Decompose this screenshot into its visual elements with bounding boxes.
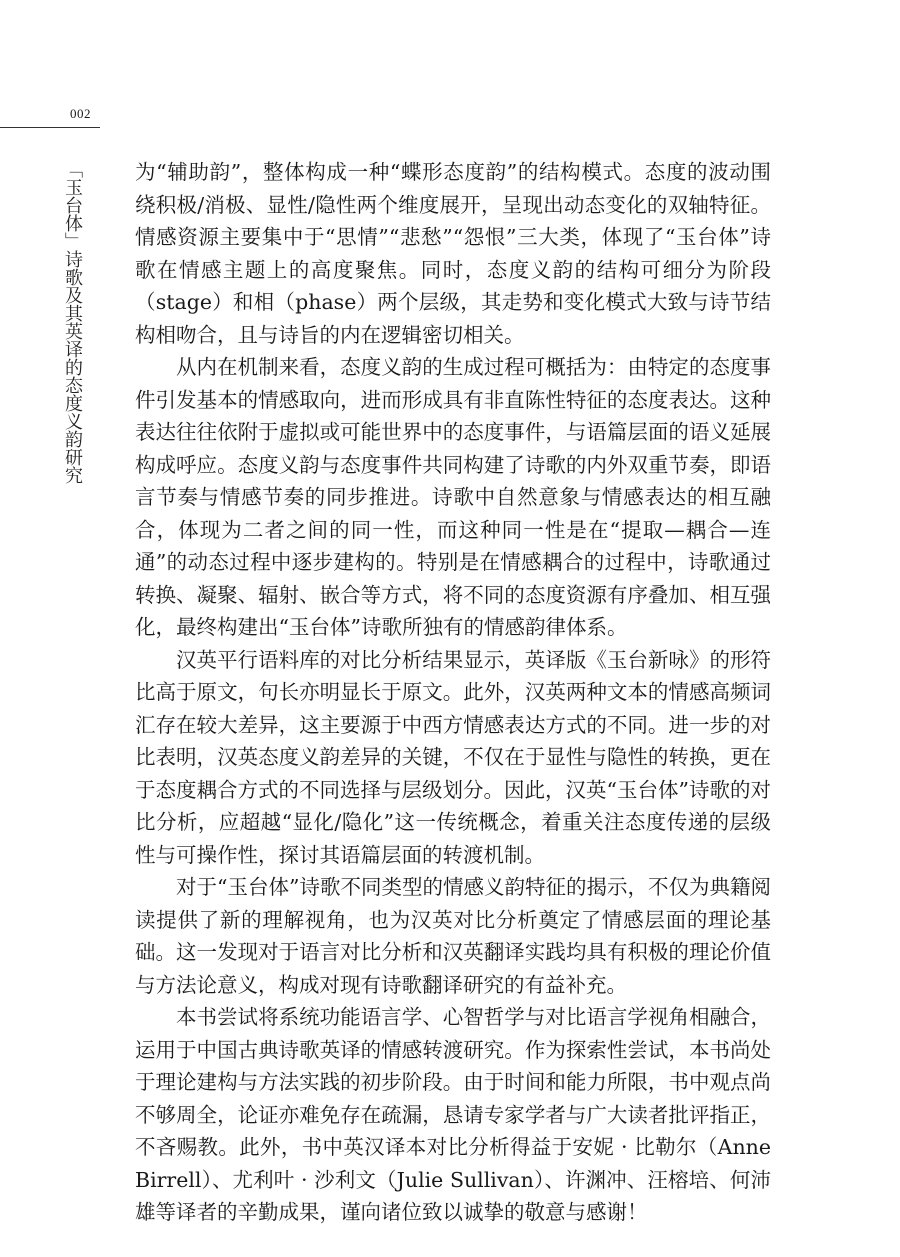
paragraph-4: 对于“玉台体”诗歌不同类型的情感义韵特征的揭示，不仅为典籍阅读提供了新的理解视角，也为汉英对比分析奠定了情感层面的理论基础。这一发现对于语言对比分析和汉英翻译实践均具有积极的理论价值与方法论意义，构成对现有诗歌翻译研究的有益补充。 — [135, 875, 771, 997]
paragraph-2: 从内在机制来看，态度义韵的生成过程可概括为：由特定的态度事件引发基本的情感取向，进而形成具有非直陈性特征的态度表达。这种表达往往依附于虚拟或可能世界中的态度事件，与语篇层面的语义延展构成呼应。态度义韵与态度事件共同构建了诗歌的内外双重节奏，即语言节奏与情感节奏的同步推进。诗歌中自然意象与情感表达的相互融合，体现为二者之间的同一性，而这种同一性是在“提取—耦合—连通”的动态过程中逐步建构的。特别是在情感耦合的过程中，诗歌通过转换、凝聚、辐射、嵌合等方式，将不同的态度资源有序叠加、相互强化，最终构建出“玉台体”诗歌所独有的情感韵律体系。 — [135, 355, 771, 639]
body-text — [135, 156, 771, 1229]
paragraph-3: 汉英平行语料库的对比分析结果显示，英译版《玉台新咏》的形符比高于原文，句长亦明显长于原文。此外，汉英两种文本的情感高频词汇存在较大差异，这主要源于中西方情感表达方式的不同。进一步的对比表明，汉英态度义韵差异的关键，不仅在于显性与隐性的转换，更在于态度耦合方式的不同选择与层级划分。因此，汉英“玉台体”诗歌的对比分析，应超越“显化/隐化”这一传统概念，着重关注态度传递的层级性与可操作性，探讨其语篇层面的转渡机制。 — [135, 647, 771, 867]
paragraph-1: 为“辅助韵”，整体构成一种“蝶形态度韵”的结构模式。态度的波动围绕积极/消极、显性/隐性两个维度展开，呈现出动态变化的双轴特征。情感资源主要集中于“思情”“悲愁”“怨恨”三大类，体现了“玉台体”诗歌在情感主题上的高度聚焦。同时，态度义韵的结构可细分为阶段（stage）和相（phase）两个层级，其走势和变化模式大致与诗节结构相吻合，且与诗旨的内在逻辑密切相关。 — [135, 160, 771, 347]
paragraph-5: 本书尝试将系统功能语言学、心智哲学与对比语言学视角相融合，运用于中国古典诗歌英译的情感转渡研究。作为探索性尝试，本书尚处于理论建构与方法实践的初步阶段。由于时间和能力所限，书中观点尚不够周全，论证亦难免存在疏漏，恳请专家学者与广大读者批评指正，不吝赐教。此外，书中英汉译本对比分析得益于安妮 · 比勒尔（Anne Birrell）、尤利叶 · 沙利文（Julie Sullivan）、许渊冲、汪榕培、何沛雄等译者的辛勤成果，谨向诸位致以诚挚的敬意与感谢！ — [135, 1005, 771, 1224]
header-rule — [0, 127, 100, 128]
running-title: 「玉台体」诗歌及其英译的态度义韵研究 — [62, 160, 83, 484]
page-number: 002 — [70, 106, 91, 121]
